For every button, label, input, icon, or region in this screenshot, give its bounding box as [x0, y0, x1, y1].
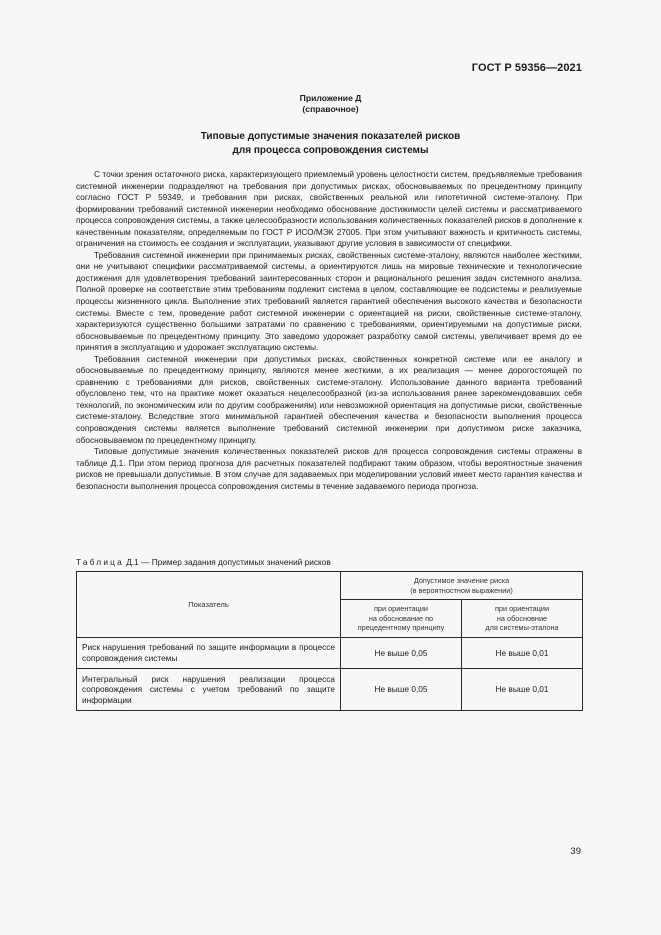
table-row [77, 638, 583, 669]
row-value-precedent: Не выше 0,05 [341, 638, 462, 669]
column-header-allowed-risk [341, 572, 583, 600]
column-header-precedent-line-1: при ориентации [373, 603, 429, 613]
column-header-reference-line-3: для системы-эталона [485, 623, 559, 633]
paragraph: Требования системной инженерии при допустимых рисках, свойственных конкретной системе или ее аналогу и обосновываемые по прецедентному принципу, являются менее жесткими, а их реализация — менее дорогостоящей по сравнению с требованиями для рисков, свойственных системе-эталону. Использование данного варианта требований обусловлено тем, что на практике может оказаться нецелесообразной (из-за использования ранее зарекомендовавших себя технологий, по экономическим или по другим соображениям) или невозможной ориентация на допустимые риски, свойственные системе-эталону. Вследствие этого минимальной гарантией обеспечения качества и безопасности выполнения процесса сопровождения системы является выполнение требований системной инженерии при допустимом риске заказчика, обосновываемом по прецедентному принципу. [76, 353, 582, 445]
risk-values-table [76, 571, 583, 711]
row-indicator-label: Интегральный риск нарушения реализации процесса сопровождения системы с учетом требований по защите информации [77, 669, 341, 711]
table-caption-text: Д.1 — Пример задания допустимых значений рисков [123, 557, 331, 567]
row-value-precedent: Не выше 0,05 [341, 669, 462, 711]
paragraph: Требования системной инженерии при принимаемых рисках, свойственных системе-эталону, являются наиболее жесткими, они не учитывают специфики рассматриваемой системы, а ориентируются лишь на мировые технические и технологические достижения для удовлетворения требований заинтересованных сторон и рационального решения задач системного анализа. Полной проверке на соответствие этим требованиям подлежит система в целом, составляющие ее подсистемы и реализуемые процессы жизненного цикла. Выполнение этих требований является гарантией обеспечения высокого качества и безопасности системы. Вместе с тем, проведение работ системной инженерии с ориентацией на риски, свойственные системе-эталону, характеризуются существенно большими затратами по сравнению с требованиями, ориентируемыми на допустимые риски, обосновываемые по прецедентному принципу. Это заведомо удорожает разработку самой системы, увеличивает время до ее принятия в эксплуатацию и удорожает эксплуатацию системы. [76, 249, 582, 353]
row-indicator-label: Риск нарушения требований по защите информации в процессе сопровождения системы [77, 638, 341, 669]
row-value-reference: Не выше 0,01 [462, 638, 583, 669]
column-header-precedent [341, 600, 462, 638]
body-text [76, 169, 582, 492]
column-header-reference-line-2: на обосновние [496, 613, 548, 623]
standard-number: ГОСТ Р 59356—2021 [471, 62, 582, 74]
annex-kind: (справочное) [302, 104, 359, 114]
annex-label: Приложение Д [299, 93, 362, 103]
paragraph: Типовые допустимые значения количественных показателей рисков для процесса сопровождения системы отражены в таблице Д.1. При этом период прогноза для расчетных показателей подбирают таким образом, чтобы вероятностные значения рисков не превышали допустимые. В этом случае для задаваемых при моделировании условий имеет место гарантия качества и безопасности выполнения процесса сопровождения системы в течение задаваемого периода прогноза. [76, 446, 582, 491]
column-header-precedent-line-2: на обоснование по [368, 613, 434, 623]
paragraph: С точки зрения остаточного риска, характеризующего приемлемый уровень целостности систем, предъявляемые требования системной инженерии подразделяют на требования при допустимых рисках, обосновываемых по прецедентному принципу согласно ГОСТ Р 59349, и требования при рисках, свойственных реальной или гипотетичной системе-эталону. При формировании требований системной инженерии необходимо обоснование достижимости целей системы и рассматриваемого процесса сопровождения системы, а также целесообразности использования количественных показателей рисков в дополнение к качественным показателям, определяемым по ГОСТ Р ИСО/МЭК 27005. При этом учитывают важность и критичность системы, ограничения на стоимость ее создания и эксплуатации, указывают другие условия в зависимости от специфики. [76, 169, 582, 249]
row-value-reference: Не выше 0,01 [462, 669, 583, 711]
page-number: 39 [570, 846, 581, 857]
column-header-allowed-risk-line-1: Допустимое значение риска [413, 575, 510, 585]
column-header-allowed-risk-line-2: (в вероятностном выражении) [410, 585, 513, 595]
column-header-indicator: Показатель [77, 572, 341, 638]
column-header-reference-line-1: при ориентации [494, 603, 550, 613]
table-caption-prefix: Таблица [76, 557, 124, 567]
column-header-precedent-line-3: прецедентному принципу [357, 623, 445, 633]
column-header-reference-system [462, 600, 583, 638]
table-row [77, 669, 583, 711]
table-caption [76, 557, 331, 568]
annex-title-line-1: Типовые допустимые значения показателей рисков [200, 131, 461, 142]
table-header-row [77, 572, 583, 600]
annex-title-line-2: для процесса сопровождения системы [232, 145, 429, 156]
